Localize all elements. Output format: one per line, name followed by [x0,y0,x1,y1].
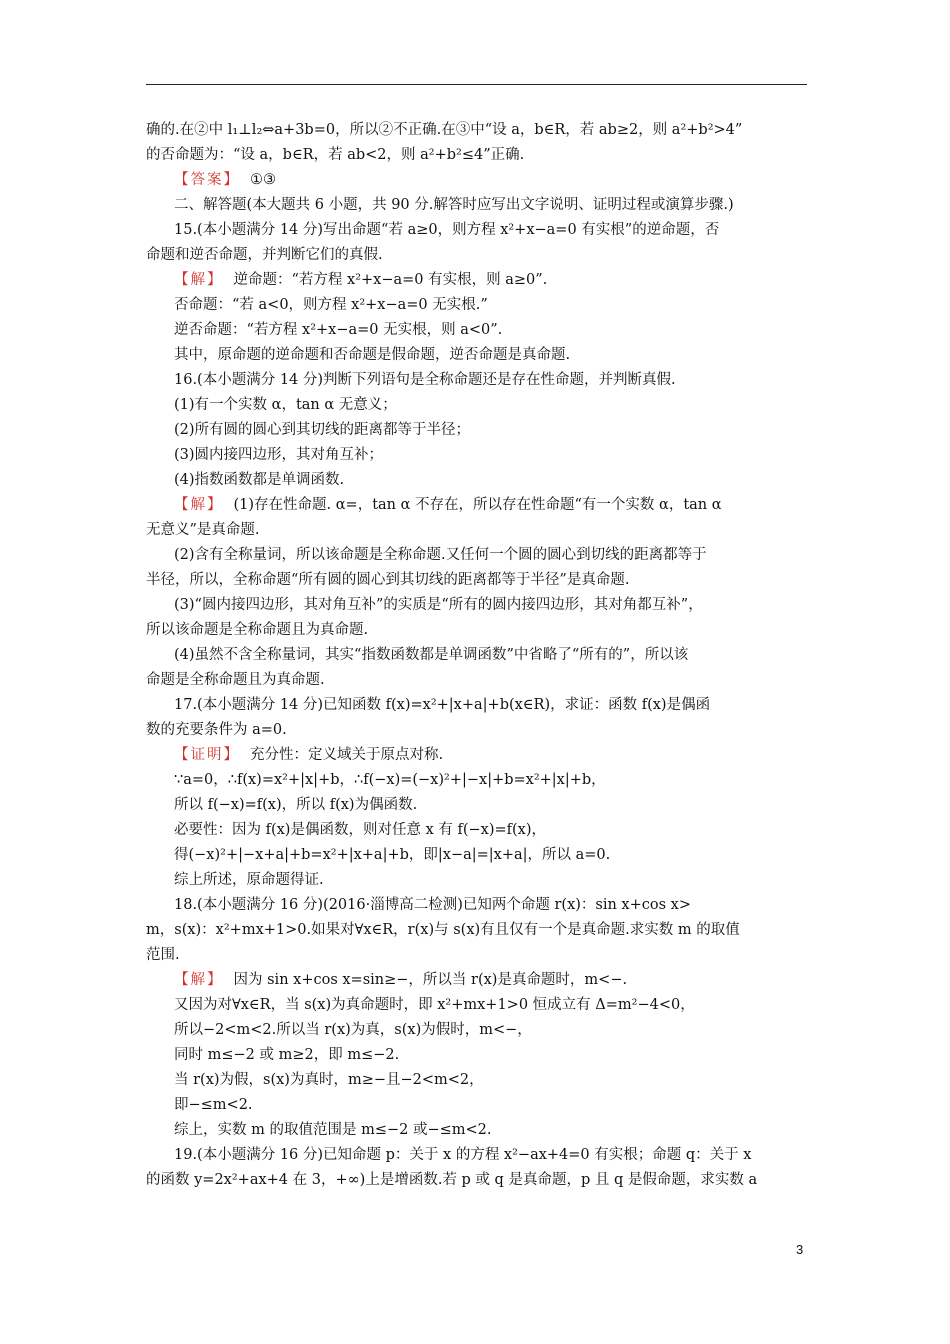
text-line [146,143,818,168]
text-line [146,668,818,693]
line-text: 又因为对∀x∈R，当 s(x)为真命题时，即 x²+mx+1>0 恒成立有 Δ=m²−4<0， [174,997,695,1013]
text-line [146,243,818,268]
line-text: 16.(本小题满分 14 分)判断下列语句是全称命题还是存在性命题，并判断真假. [174,372,676,388]
text-line [146,793,818,818]
line-text: 逆命题：“若方程 x²+x−a=0 有实根，则 a≥0”. [233,272,548,288]
line-text: 无意义”是真命题. [146,522,260,538]
answer-tag: 【解】 [174,272,224,288]
line-text: 确的.在②中 l₁⊥l₂⇔a+3b=0，所以②不正确.在③中“设 a，b∈R，若 ab≥2，则 a²+b²>4” [146,122,743,138]
text-line [146,1068,818,1093]
text-line [146,693,818,718]
line-text: 综上，实数 m 的取值范围是 m≤−2 或−≤m<2. [174,1122,492,1138]
line-text: (3)圆内接四边形，其对角互补； [174,447,384,463]
text-line [146,893,818,918]
text-line [146,993,818,1018]
text-line [146,768,818,793]
line-text: 半径，所以，全称命题“所有圆的圆心到其切线的距离都等于半径”是真命题. [146,572,630,588]
line-text: 充分性：定义域关于原点对称. [250,747,444,763]
document-body [146,118,818,1193]
text-line [146,118,818,143]
line-text: 即−≤m<2. [174,1097,253,1113]
text-line [146,418,818,443]
text-line [146,518,818,543]
line-text: 同时 m≤−2 或 m≥2，即 m≤−2. [174,1047,400,1063]
line-text: 命题是全称命题且为真命题. [146,672,325,688]
text-line [146,1018,818,1043]
text-line [146,618,818,643]
line-text: (4)指数函数都是单调函数. [174,472,345,488]
header-rule [146,84,807,85]
answer-tag: 【答案】 [174,172,240,188]
line-text: (1)有一个实数 α，tan α 无意义； [174,397,397,413]
line-text: 范围. [146,947,180,963]
text-line [146,193,818,218]
text-line [146,1143,818,1168]
text-line [146,443,818,468]
line-text: 的否命题为：“设 a，b∈R，若 ab<2，则 a²+b²≤4”正确. [146,147,525,163]
line-text: 所以该命题是全称命题且为真命题. [146,622,369,638]
text-line [146,868,818,893]
text-line [146,493,818,518]
text-line [146,293,818,318]
text-line [146,568,818,593]
line-text: 所以−2<m<2.所以当 r(x)为真，s(x)为假时，m<−， [174,1022,532,1038]
text-line [146,968,818,993]
line-text: 得(−x)²+|−x+a|+b=x²+|x+a|+b，即|x−a|=|x+a|，所以 a=0. [174,847,611,863]
text-line [146,593,818,618]
text-line [146,818,818,843]
line-text: (2)含有全称量词，所以该命题是全称命题.又任何一个圆的圆心到切线的距离都等于 [174,547,707,563]
text-line [146,268,818,293]
answer-tag: 【解】 [174,497,224,513]
answer-tag: 【解】 [174,972,224,988]
line-text: ∵a=0，∴f(x)=x²+|x|+b，∴f(−x)=(−x)²+|−x|+b=x²+|x|+b， [174,772,606,788]
line-text: 命题和逆否命题，并判断它们的真假. [146,247,383,263]
text-line [146,643,818,668]
line-text: ①③ [250,172,276,188]
text-line [146,1118,818,1143]
line-text: 必要性：因为 f(x)是偶函数，则对任意 x 有 f(−x)=f(x)， [174,822,546,838]
line-text: (1)存在性命题. α=，tan α 不存在，所以存在性命题“有一个实数 α，tan α [233,497,722,513]
text-line [146,918,818,943]
line-text: 其中，原命题的逆命题和否命题是假命题，逆否命题是真命题. [174,347,571,363]
line-text: 17.(本小题满分 14 分)已知函数 f(x)=x²+|x+a|+b(x∈R)，求证：函数 f(x)是偶函 [174,697,711,713]
line-text: (3)“圆内接四边形，其对角互补”的实质是“所有的圆内接四边形，其对角都互补”， [174,597,703,613]
line-text: 综上所述，原命题得证. [174,872,324,888]
text-line [146,218,818,243]
text-line [146,718,818,743]
text-line [146,318,818,343]
line-text: 18.(本小题满分 16 分)(2016·淄博高二检测)已知两个命题 r(x)：sin x+cos x> [174,897,691,913]
text-line [146,393,818,418]
line-text: 否命题：“若 a<0，则方程 x²+x−a=0 无实根.” [174,297,488,313]
line-text: 当 r(x)为假，s(x)为真时，m≥−且−2<m<2， [174,1072,484,1088]
text-line [146,543,818,568]
text-line [146,843,818,868]
line-text: 逆否命题：“若方程 x²+x−a=0 无实根，则 a<0”. [174,322,503,338]
line-text: (2)所有圆的圆心到其切线的距离都等于半径； [174,422,471,438]
line-text: 二、解答题(本大题共 6 小题，共 90 分.解答时应写出文字说明、证明过程或演算步骤.) [174,197,734,213]
line-text: 的函数 y=2x²+ax+4 在 3，+∞)上是增函数.若 p 或 q 是真命题，p 且 q 是假命题，求实数 a [146,1172,758,1188]
text-line [146,343,818,368]
line-text: 15.(本小题满分 14 分)写出命题“若 a≥0，则方程 x²+x−a=0 有实根”的逆命题，否 [174,222,720,238]
line-text: m，s(x)：x²+mx+1>0.如果对∀x∈R，r(x)与 s(x)有且仅有一个是真命题.求实数 m 的取值 [146,922,740,938]
text-line [146,743,818,768]
text-line [146,168,818,193]
page-number: 3 [796,1242,804,1257]
line-text: 数的充要条件为 a=0. [146,722,287,738]
line-text: (4)虽然不含全称量词，其实“指数函数都是单调函数”中省略了“所有的”，所以该 [174,647,689,663]
answer-tag: 【证明】 [174,747,240,763]
line-text: 所以 f(−x)=f(x)，所以 f(x)为偶函数. [174,797,418,813]
text-line [146,1043,818,1068]
line-text: 19.(本小题满分 16 分)已知命题 p：关于 x 的方程 x²−ax+4=0 有实根；命题 q：关于 x [174,1147,752,1163]
line-text: 因为 sin x+cos x=sin≥−，所以当 r(x)是真命题时，m<−. [233,972,628,988]
text-line [146,368,818,393]
text-line [146,468,818,493]
text-line [146,1168,818,1193]
text-line [146,1093,818,1118]
text-line [146,943,818,968]
